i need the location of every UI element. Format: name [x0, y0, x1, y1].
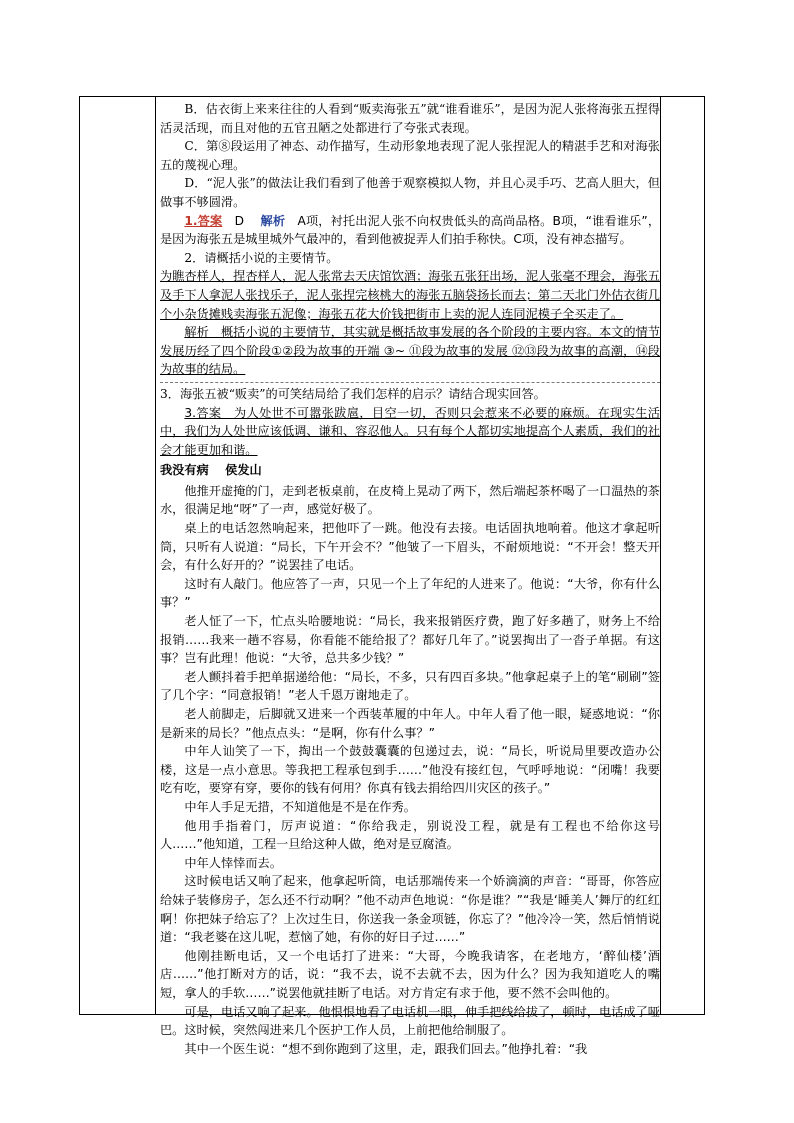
option-d: D．“泥人张”的做法让我们看到了他善于观察模拟人物，并且心灵手巧、艺高人胆大，但做事不够圆滑。 — [160, 176, 660, 209]
story-paragraph: 桌上的电话忽然响起来，把他吓了一跳。他没有去接。电话固执地响着。他这才拿起听筒，只听有人说道：“局长，下午开会不？”他皱了一下眉头，不耐烦地说：“不开会！整天开会，有什么好开的？”说罢挂了电话。 — [160, 521, 660, 573]
story-paragraph: 他推开虚掩的门，走到老板桌前，在皮椅上晃动了两下，然后端起茶杯喝了一口温热的茶水，很满足地“呀”了一声，感觉好极了。 — [160, 483, 660, 517]
story-paragraph: 老人怔了一下，忙点头哈腰地说：“局长，我来报销医疗费，跑了好多趟了，财务上不给报销……我来一趟不容易，你看能不能给报了？都好几年了。”说罢掏出了一沓子单据。有这事？岂有此理！他说：“大爷，总共多少钱？” — [160, 614, 660, 666]
analysis-2: 解析 概括小说的主要情节，其实就是概括故事发展的各个阶段的主要内容。本文的情节发展历经了四个阶段①②段为故事的开端 ③~ ⑪段为故事的发展 ⑫⑬段为故事的高潮，⑭段为故事的结局。 — [160, 325, 660, 377]
story-body — [160, 482, 660, 1058]
table-column-divider-right — [660, 96, 661, 1015]
answer-1-analysis-label: 解析 — [260, 213, 286, 228]
option-c: C．第⑧段运用了神态、动作描写，生动形象地表现了泥人张捏泥人的精湛手艺和对海张五的蔑视心理。 — [160, 139, 660, 172]
story-paragraph: 老人颤抖着手把单据递给他：“局长，不多，只有四百多块。”他拿起桌子上的笔“刷刷”签了几个字：“同意报销！”老人千恩万谢地走了。 — [160, 669, 660, 703]
document-body — [160, 100, 660, 1058]
story-paragraph: 中年人手足无措，不知道他是不是在作秀。 — [184, 799, 416, 814]
answer-1-text: A项，衬托出泥人张不向权贵低头的高尚品格。B项，“谁看谁乐”，是因为海张五是城里城外气最冲的，看到他被捉弄人们拍手称快。C项，没有神态描写。 — [160, 213, 661, 247]
question-3: 3．海张五被“贩卖”的可笑结局给了我们怎样的启示？请结合现实回答。 — [160, 386, 546, 401]
dashed-separator — [160, 382, 660, 383]
story-paragraph: 这时有人敲门。他应答了一声，只见一个上了年纪的人进来了。他说：“大爷，你有什么事？” — [160, 576, 660, 610]
story-paragraph: 中年人讪笑了一下，掏出一个鼓鼓囊囊的包递过去，说：“局长，听说局里要改造办公楼，这是一点小意思。等我把工程承包到手……”他没有接红包，气呼呼地说：“闭嘴！我要吃有吃，要穿有穿，要你的钱有何用？你真有钱去捐给四川灾区的孩子。” — [160, 744, 660, 796]
table-column-divider-left — [155, 96, 156, 1015]
story-paragraph: 他刚挂断电话，又一个电话打了进来：“大哥，今晚我请客，在老地方，‘醉仙楼’酒店……”他打断对方的话，说：“我不去，说不去就不去，因为什么？因为我知道吃人的嘴短，拿人的手软……”说罢他就挂断了电话。对方肯定有求于他，要不然不会叫他的。 — [160, 948, 660, 1000]
story-paragraph: 老人前脚走，后脚就又进来一个西装革履的中年人。中年人看了他一眼，疑惑地说：“你是新来的局长？”他点点头：“是啊，你有什么事？” — [160, 707, 660, 740]
story-paragraph: 他用手指着门，厉声说道：“你给我走，别说没工程，就是有工程也不给你这号人……”他知道，工程一旦给这种人做，绝对是豆腐渣。 — [160, 818, 660, 852]
story-paragraph: 其中一个医生说：“想不到你跑到了这里，走，跟我们回去。”他挣扎着：“我 — [184, 1041, 588, 1056]
answer-1 — [160, 212, 660, 249]
answer-2: 为瞧杏样人，捏杏样人，泥人张常去天庆馆饮酒；海张五张狂出场，泥人张毫不理会，海张五及手下人拿泥人张找乐子，泥人张捏完核桃大的海张五脑袋扬长而去；第二天北门外估衣街几个小杂货摊贱卖海张五泥像；海张五花大价钱把街市上卖的泥人连同泥模子全买走了。 — [160, 269, 660, 321]
story-paragraph: 可是，电话又响了起来。他恨恨地看了电话机一眼，伸手把线给拔了，顿时，电话成了哑巴。这时候，突然闯进来几个医护工作人员，上前把他给制服了。 — [160, 1004, 660, 1038]
story-paragraph: 这时候电话又响了起来，他拿起听筒，电话那端传来一个娇滴滴的声音：“哥哥，你答应给妹子装修房子，怎么还不行动啊？”他不动声色地说：“你是谁？”“我是‘睡美人’舞厅的红红啊！你把妹子给忘了？上次过生日，你送我一条金项链，你忘了？”他冷冷一笑，然后悄悄说道：“我老婆在这儿呢，惹恼了她，有你的好日子过……” — [160, 874, 660, 945]
answer-1-choice: D — [234, 213, 245, 228]
answer-1-label: 1.答案 — [184, 213, 223, 228]
question-2: 2．请概括小说的主要情节。 — [184, 250, 339, 265]
option-b: B．估衣街上来来往往的人看到“贩卖海张五”就“谁看谁乐”，是因为泥人张将海张五捏得活灵活现，而且对他的五官丑陋之处都进行了夸张式表现。 — [160, 102, 660, 135]
story-title: 我没有病 侯发山 — [160, 463, 262, 478]
answer-3: 3.答案 为人处世不可嚣张跋扈，目空一切，否则只会惹来不必要的麻烦。在现实生活中，我们为人处世应该低调、谦和、容忍他人。只有每个人都切实地提高个人素质，我们的社会才能更加和谐。 — [160, 405, 660, 457]
story-paragraph: 中年人悻悻而去。 — [184, 855, 282, 870]
